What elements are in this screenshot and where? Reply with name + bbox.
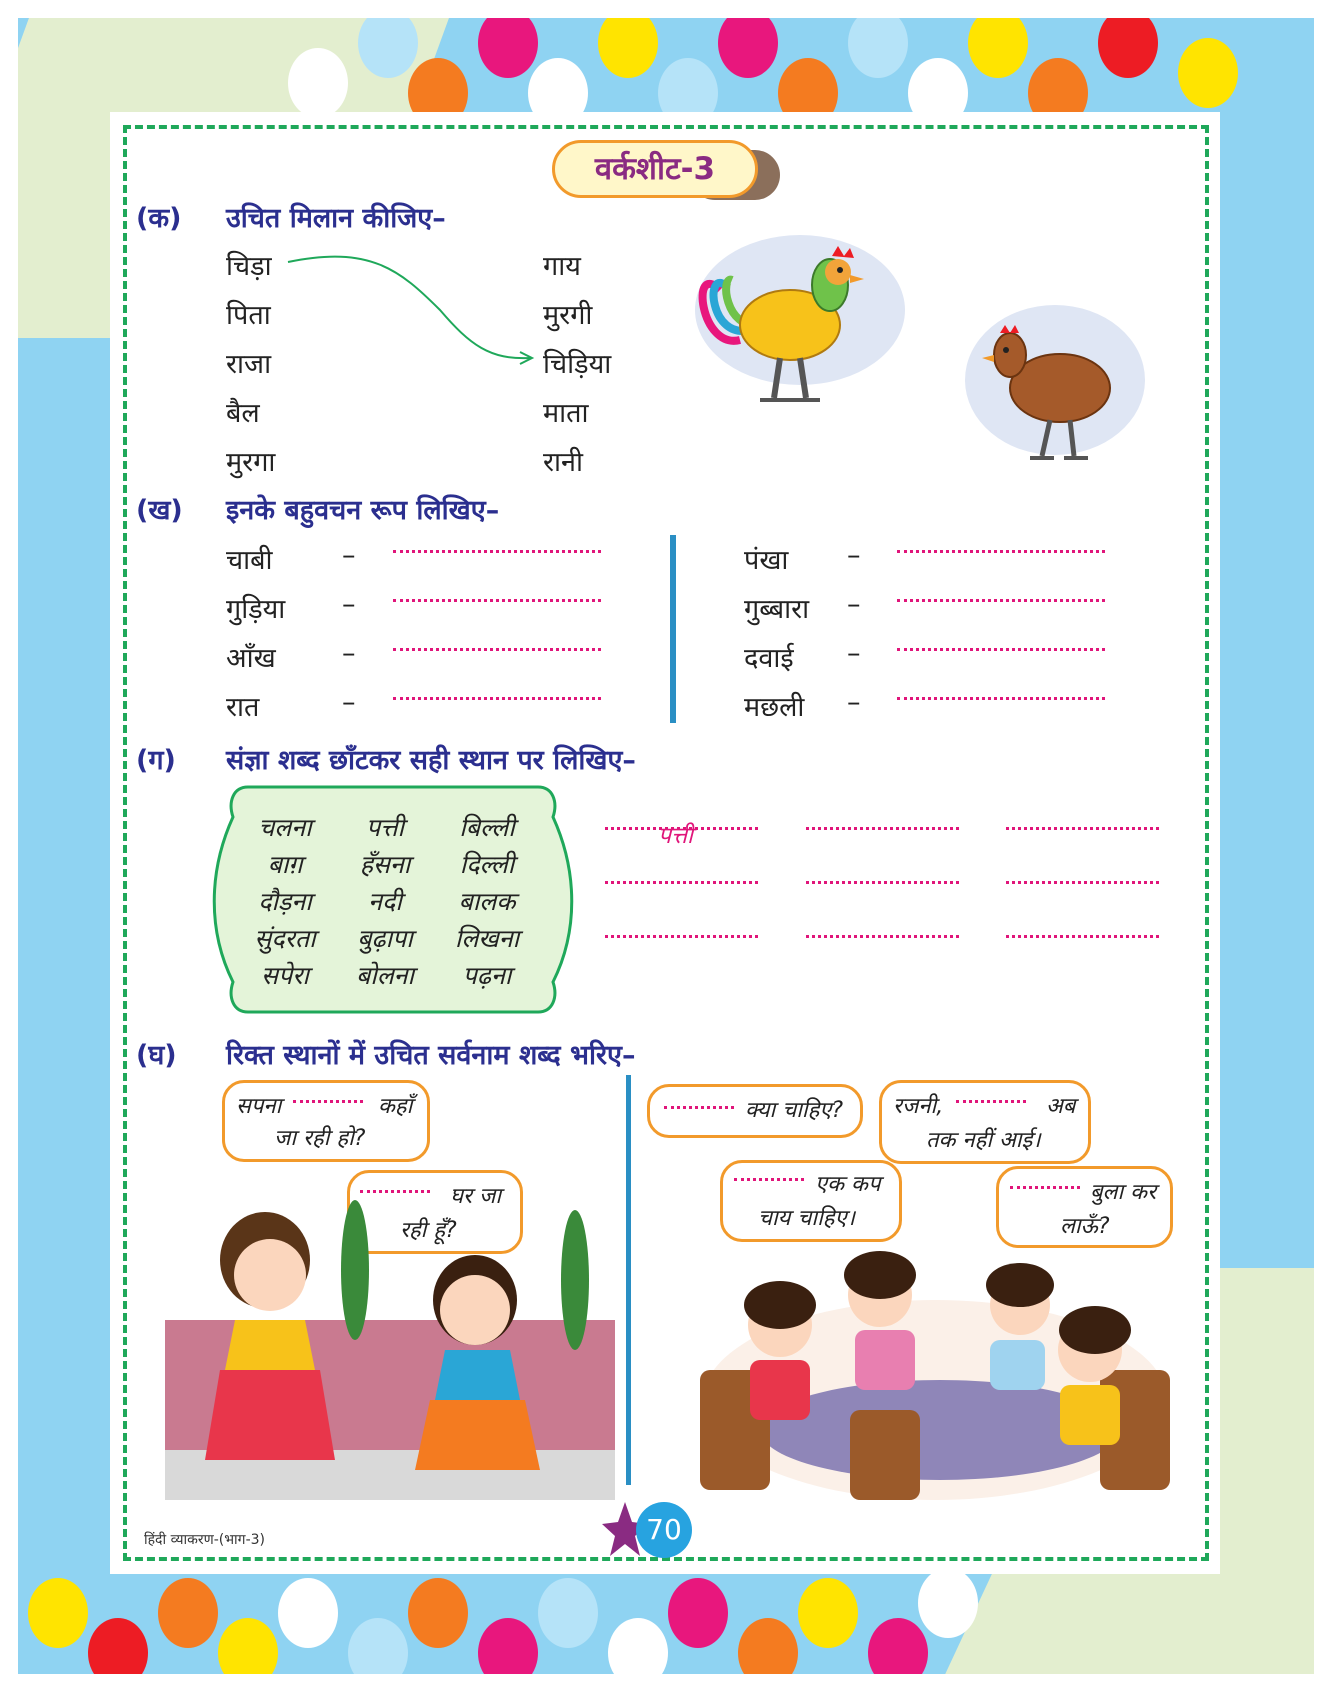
noun-example-answer: पत्ती <box>658 823 693 849</box>
decor-dot <box>918 1568 978 1638</box>
pronoun-blank[interactable] <box>956 1100 1026 1103</box>
plural-answer-blank[interactable] <box>393 550 601 553</box>
decor-dot <box>288 48 348 118</box>
section-d-instruction: रिक्त स्थानों में उचित सर्वनाम शब्द भरिए– <box>226 1040 636 1071</box>
bubble-2-line2: रही हूँ? <box>400 1218 457 1243</box>
plural-answer-blank[interactable] <box>897 648 1105 651</box>
bubble-4-word: अब <box>1046 1094 1076 1119</box>
word-box-item: बिल्ली <box>459 813 515 842</box>
plural-answer-blank[interactable] <box>897 599 1105 602</box>
bubble-4-line2: तक नहीं आई। <box>926 1128 1041 1153</box>
plural-answer-blank[interactable] <box>393 599 601 602</box>
pronoun-blank[interactable] <box>734 1178 804 1181</box>
decor-dot <box>598 18 658 78</box>
decor-dot <box>608 1618 668 1674</box>
plural-left-word-1: चाबी <box>226 545 273 576</box>
word-box-item: सपेरा <box>261 961 309 990</box>
word-box-item: बाग़ <box>267 850 303 879</box>
match-right-5: रानी <box>543 447 584 478</box>
plural-right-word-3: दवाई <box>744 643 794 674</box>
decor-dot <box>348 1618 408 1674</box>
section-a-instruction: उचित मिलान कीजिए– <box>226 203 446 234</box>
noun-answer-blank[interactable] <box>806 827 959 830</box>
dash: – <box>342 687 356 718</box>
match-left-4: बैल <box>226 398 260 429</box>
decor-dot <box>668 1578 728 1648</box>
page-number: 70 <box>636 1502 692 1558</box>
pronoun-blank[interactable] <box>360 1190 430 1193</box>
decor-dot <box>738 1618 798 1674</box>
match-right-1: गाय <box>543 251 581 282</box>
section-d-label: (घ) <box>136 1040 177 1071</box>
word-box-item: लिखना <box>454 924 520 953</box>
decor-dot <box>218 1618 278 1674</box>
word-box-item: पढ़ना <box>462 961 512 990</box>
decor-dot <box>798 1578 858 1648</box>
plural-right-word-4: मछली <box>744 692 805 723</box>
noun-answer-blank[interactable] <box>605 881 758 884</box>
word-box-item: दौड़ना <box>258 887 312 916</box>
decor-dot <box>1098 18 1158 78</box>
pronoun-blank[interactable] <box>1010 1186 1080 1189</box>
noun-answer-blank[interactable] <box>806 881 959 884</box>
dialogue-divider <box>626 1075 631 1485</box>
bubble-1-line2: जा रही हो? <box>274 1126 366 1151</box>
bubble-5-line2: चाय चाहिए। <box>758 1206 855 1231</box>
word-box-item: पत्ती <box>366 813 404 842</box>
bubble-5-word: एक कप <box>815 1172 881 1197</box>
plural-answer-blank[interactable] <box>393 648 601 651</box>
dash: – <box>342 540 356 571</box>
noun-answer-blank[interactable] <box>1006 881 1159 884</box>
word-box-item: चलना <box>258 813 312 842</box>
section-a-label: (क) <box>136 203 182 234</box>
match-example-arrow <box>280 250 540 370</box>
decor-dot <box>538 1578 598 1648</box>
pronoun-blank[interactable] <box>293 1100 363 1103</box>
match-right-4: माता <box>543 398 589 429</box>
match-right-3: चिड़िया <box>543 349 612 380</box>
dash: – <box>847 589 861 620</box>
match-right-2: मुरगी <box>543 300 593 331</box>
section-c-instruction: संज्ञा शब्द छाँटकर सही स्थान पर लिखिए– <box>226 745 636 776</box>
noun-answer-blank[interactable] <box>1006 935 1159 938</box>
plural-left-word-4: रात <box>226 692 260 723</box>
decor-dot <box>1178 38 1238 108</box>
word-box-item: बोलना <box>355 961 415 990</box>
dash: – <box>847 638 861 669</box>
decor-dot <box>968 18 1028 78</box>
dash: – <box>342 589 356 620</box>
word-box-item: दिल्ली <box>459 850 515 879</box>
dash: – <box>847 540 861 571</box>
decor-dot <box>88 1618 148 1674</box>
word-box-item: सुंदरता <box>254 924 316 953</box>
noun-answer-blank[interactable] <box>605 935 758 938</box>
noun-answer-blank[interactable] <box>806 935 959 938</box>
bubble-6-word: बुला कर <box>1090 1180 1157 1205</box>
plural-left-word-2: गुड़िया <box>226 594 286 625</box>
hen-illustration <box>960 300 1150 480</box>
plural-right-word-2: गुब्बारा <box>744 594 810 625</box>
word-box-item: नदी <box>368 887 402 916</box>
book-title: हिंदी व्याकरण-(भाग-3) <box>144 1532 265 1548</box>
bubble-1-word: कहाँ <box>378 1094 413 1119</box>
dash: – <box>847 687 861 718</box>
decor-dot <box>408 1578 468 1648</box>
section-b-label: (ख) <box>136 495 183 526</box>
dash: – <box>342 638 356 669</box>
decor-dot <box>848 18 908 78</box>
plural-answer-blank[interactable] <box>897 550 1105 553</box>
bubble-6-line2: लाऊँ? <box>1060 1214 1110 1239</box>
decor-dot <box>158 1578 218 1648</box>
girls-at-table-illustration <box>700 1250 1170 1500</box>
plural-left-word-3: आँख <box>226 643 276 674</box>
pronoun-blank[interactable] <box>664 1106 734 1109</box>
bubble-2-word: घर जा <box>450 1184 502 1209</box>
worksheet-title: वर्कशीट-3 <box>552 140 758 198</box>
section-c-label: (ग) <box>136 745 176 776</box>
column-divider <box>670 535 676 723</box>
match-left-1: चिड़ा <box>226 251 272 282</box>
decor-dot <box>868 1618 928 1674</box>
rooster-illustration <box>680 230 910 420</box>
word-box-item: बुढ़ापा <box>357 924 413 953</box>
decor-dot <box>478 18 538 78</box>
bubble-1-name: सपना <box>236 1094 282 1119</box>
match-left-2: पिता <box>226 300 271 331</box>
bubble-4-name: रजनी, <box>893 1094 944 1119</box>
match-left-5: मुरगा <box>226 447 276 478</box>
noun-answer-blank[interactable] <box>1006 827 1159 830</box>
section-b-instruction: इनके बहुवचन रूप लिखिए– <box>226 495 500 526</box>
decor-dot <box>278 1578 338 1648</box>
plural-answer-blank[interactable] <box>393 697 601 700</box>
decor-dot <box>28 1578 88 1648</box>
bubble-3-text: क्या चाहिए? <box>745 1098 844 1123</box>
two-girls-illustration <box>165 1200 615 1500</box>
plural-answer-blank[interactable] <box>897 697 1105 700</box>
decor-dot <box>478 1618 538 1674</box>
match-left-3: राजा <box>226 349 272 380</box>
word-box-item: हँसना <box>359 850 411 879</box>
decor-dot <box>718 18 778 78</box>
word-box-item: बालक <box>458 887 516 916</box>
plural-right-word-1: पंखा <box>744 545 789 576</box>
